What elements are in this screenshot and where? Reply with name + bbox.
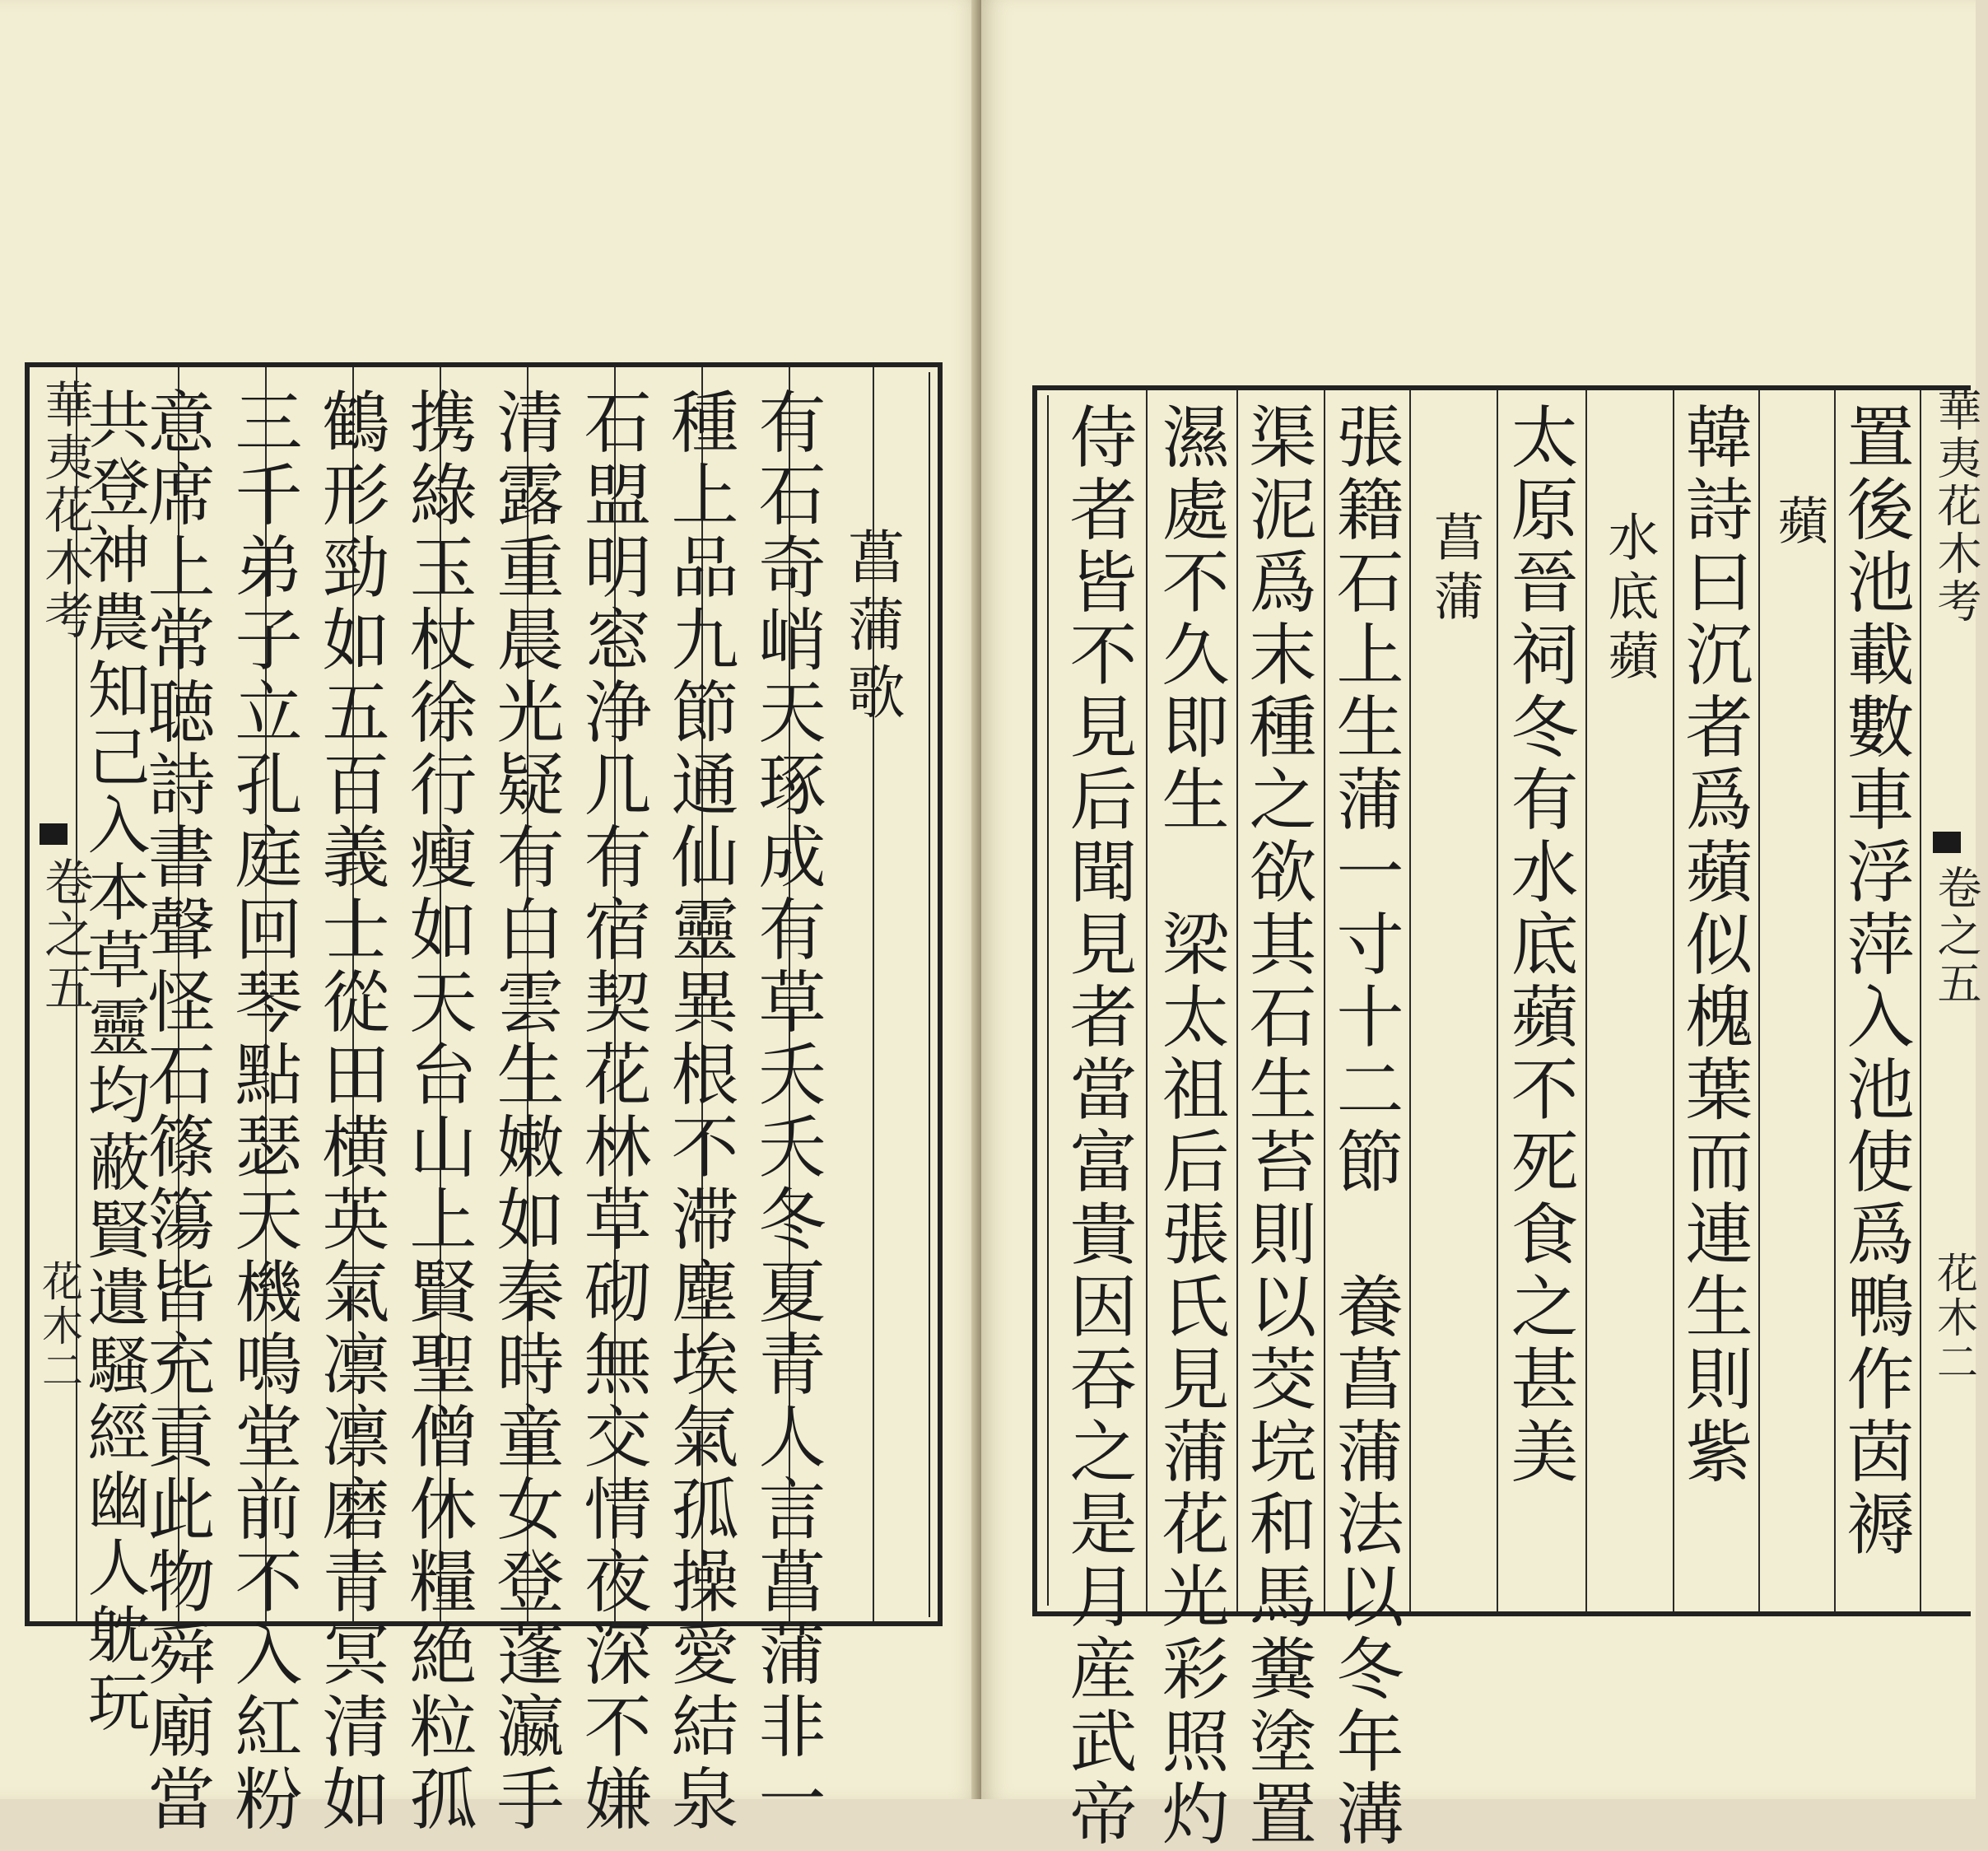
text-column: 置後池載數車浮萍入池使爲鴨作茵褥: [1836, 402, 1914, 1561]
margin-rule: [1920, 390, 1921, 1611]
text-column: 韓詩曰沉者爲蘋似槐葉而連生則紫: [1674, 402, 1753, 1489]
margin-title: 華夷花木考: [1930, 387, 1982, 626]
text-column: 石盟明窓浄几有宿契花林草砌無交情夜深不嫌: [573, 387, 651, 1836]
poem-heading: 菖蒲歌: [838, 527, 906, 730]
text-column: 種上品九節通仙靈異根不滞塵埃氣孤操愛結泉: [660, 387, 738, 1836]
entry-heading: 菖蒲: [1425, 511, 1485, 629]
text-column: 共登神農知己入本草靈均蔽賢遺騷經幽人躭玩: [77, 387, 151, 1737]
left-page: [0, 0, 981, 1836]
column-rule: [1585, 390, 1587, 1611]
right-page-inner-frame: [1047, 395, 1054, 1606]
margin-folio: 花木二: [1930, 1252, 1978, 1385]
text-column: 濕處不久即生 梁太祖后張氏見蒲花光彩照灼: [1151, 402, 1229, 1851]
left-page-inner-frame: [929, 372, 935, 1617]
text-column: 張籍石上生蒲一寸十二節 養菖蒲法以冬年溝: [1325, 402, 1404, 1851]
text-column: 意席上常聴詩書聲怪石篠簜皆充貢此物舜廟當: [137, 387, 215, 1836]
text-column: 清露重晨光疑有白雲生嫩如秦時童女登蓬瀛手: [486, 387, 564, 1836]
right-page: [981, 0, 1982, 1851]
text-column: 三千弟子立孔庭回琴點瑟天機鳴堂前不入紅粉: [224, 387, 302, 1836]
column-rule: [1146, 390, 1148, 1611]
column-rule: [1409, 390, 1411, 1611]
text-column: 侍者皆不見后聞見者當富貴因吞之是月産武帝: [1059, 402, 1137, 1851]
entry-heading: 蘋: [1769, 494, 1829, 553]
column-rule: [1758, 390, 1760, 1611]
margin-volume: 卷之五: [36, 856, 94, 1014]
margin-volume: 卷之五: [1930, 865, 1982, 1008]
margin-folio: 花木二: [35, 1260, 83, 1393]
text-column: 鶴形勁如五百義士從田横英氣凛凛磨青冥清如: [311, 387, 389, 1836]
text-column: 渠泥爲末種之欲其石生苔則以茭垸和馬糞塗置: [1238, 402, 1316, 1851]
fishtail-mark: [40, 823, 68, 845]
text-column: 有石奇峭天琢成有草夭夭冬夏青人言菖蒲非一: [747, 387, 826, 1836]
text-column: 太原晉祠冬有水底蘋不死食之甚美: [1500, 402, 1578, 1489]
text-column: 携綠玉杖徐行瘦如天台山上賢聖僧休糧絶粒孤: [398, 387, 477, 1836]
column-rule: [1497, 390, 1498, 1611]
fishtail-mark: [1933, 832, 1961, 853]
entry-heading: 水底蘋: [1599, 511, 1660, 688]
margin-title: 華夷花木考: [36, 379, 94, 642]
